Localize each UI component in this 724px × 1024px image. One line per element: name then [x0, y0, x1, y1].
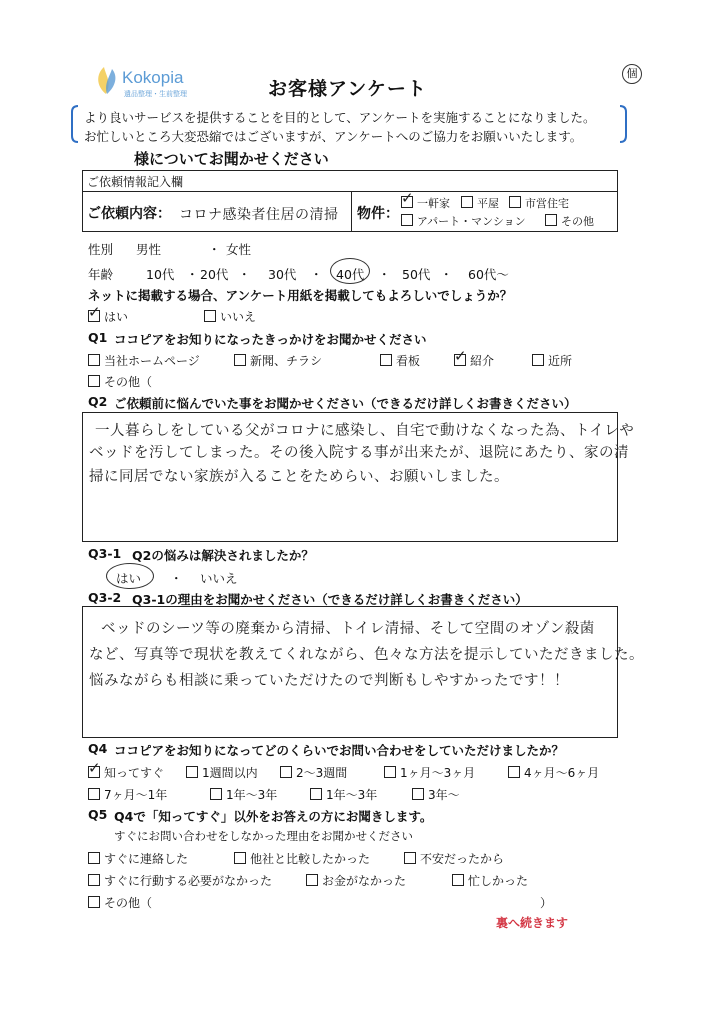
- checkbox-icon[interactable]: [454, 354, 466, 366]
- checkbox-icon[interactable]: [88, 375, 100, 387]
- request-value[interactable]: コロナ感染者住居の清掃: [179, 207, 339, 223]
- property-label: 物件：: [357, 206, 399, 222]
- q5-sub: すぐにお問い合わせをしなかった理由をお聞かせください: [114, 829, 413, 843]
- gender-sep: ・: [208, 242, 221, 257]
- checkbox-icon[interactable]: [88, 896, 100, 908]
- q1-num: Q1: [88, 330, 108, 345]
- q1-option-1[interactable]: 当社ホームページ: [88, 352, 200, 369]
- footer-note: 裏へ続きます: [496, 916, 569, 930]
- q4-option-3[interactable]: 2〜3週間: [280, 764, 347, 781]
- corner-mark: 個: [622, 64, 642, 84]
- q3-1-selected-circle: [106, 563, 154, 589]
- bleed-through: [80, 96, 86, 107]
- q4-option-7[interactable]: 1年〜3年: [210, 786, 277, 803]
- gender-female[interactable]: 女性: [226, 242, 252, 257]
- checkbox-icon[interactable]: [461, 196, 473, 208]
- q5-option-6[interactable]: 忙しかった: [452, 872, 528, 889]
- q3-2-answer-box[interactable]: [82, 606, 644, 738]
- info-box-label: ご依頼情報記入欄: [87, 175, 184, 189]
- q3-1-no[interactable]: いいえ: [200, 571, 238, 586]
- q4-option-6[interactable]: 7ヶ月〜1年: [88, 786, 167, 803]
- publish-no[interactable]: いいえ: [204, 308, 256, 325]
- section-heading: 様についてお聞かせください: [134, 150, 329, 168]
- checkbox-icon[interactable]: [509, 196, 521, 208]
- q1-option-2[interactable]: 新聞、チラシ: [234, 352, 322, 369]
- q2-num: Q2: [88, 394, 108, 409]
- q2-answer-line-1: 一人暮らしをしている父がコロナに感染し、自宅で動けなくなった為、トイレや: [95, 423, 635, 439]
- q5-option-4[interactable]: すぐに行動する必要がなかった: [88, 872, 272, 889]
- checkbox-icon[interactable]: [310, 788, 322, 800]
- q5-option-1[interactable]: すぐに連絡した: [88, 850, 188, 867]
- bracket-left-icon: [70, 104, 80, 144]
- checkbox-icon[interactable]: [210, 788, 222, 800]
- q1-option-5[interactable]: 近所: [532, 352, 572, 369]
- age-sep: ・: [440, 267, 453, 282]
- age-50[interactable]: 50代: [402, 267, 431, 282]
- q4-option-5[interactable]: 4ヶ月〜6ヶ月: [508, 764, 599, 781]
- request-label: ご依頼内容：: [87, 206, 171, 222]
- q3-2-num: Q3-2: [88, 590, 122, 605]
- q4-option-4[interactable]: 1ヶ月〜3ヶ月: [384, 764, 475, 781]
- checkbox-icon[interactable]: [306, 874, 318, 886]
- checkbox-icon[interactable]: [88, 788, 100, 800]
- checkbox-icon[interactable]: [532, 354, 544, 366]
- page-title: お客様アンケート: [268, 78, 427, 100]
- property-option-2[interactable]: 平屋: [461, 195, 499, 211]
- checkbox-icon[interactable]: [186, 766, 198, 778]
- q3-2-answer-line-1: ベッドのシーツ等の廃棄から清掃、トイレ清掃、そして空間のオゾン殺菌: [101, 621, 595, 637]
- age-label: 年齢: [88, 267, 114, 282]
- checkbox-icon[interactable]: [545, 214, 557, 226]
- age-60[interactable]: 60代〜: [468, 267, 509, 282]
- checkbox-icon[interactable]: [380, 354, 392, 366]
- age-sep: ・: [378, 267, 391, 282]
- q5-option-5[interactable]: お金がなかった: [306, 872, 406, 889]
- property-option-3[interactable]: 市営住宅: [509, 195, 569, 211]
- q2-answer-box[interactable]: [82, 412, 635, 542]
- checkbox-icon[interactable]: [401, 214, 413, 226]
- age-40[interactable]: 40代: [336, 267, 365, 282]
- checkbox-icon[interactable]: [88, 766, 100, 778]
- q5-option-2[interactable]: 他社と比較したかった: [234, 850, 370, 867]
- checkbox-icon[interactable]: [412, 788, 424, 800]
- q2-answer-line-3: 掃に同居でない家族が入ることをためらい、お願いしました。: [89, 469, 509, 485]
- q4-option-8[interactable]: 1年〜3年: [310, 786, 377, 803]
- checkbox-icon[interactable]: [204, 310, 216, 322]
- age-10[interactable]: 10代: [146, 267, 175, 282]
- checkbox-icon[interactable]: [234, 852, 246, 864]
- q1-question: ココピアをお知りになったきっかけをお聞かせください: [114, 332, 427, 347]
- checkbox-icon[interactable]: [88, 354, 100, 366]
- publish-question: ネットに掲載する場合、アンケート用紙を掲載してもよろしいでしょうか？: [88, 288, 513, 303]
- q2-question: ご依頼前に悩んでいた事をお聞かせください（できるだけ詳しくお書きください）: [114, 396, 577, 411]
- q4-option-1[interactable]: ✓知ってすぐ: [88, 764, 164, 781]
- checkbox-icon[interactable]: [384, 766, 396, 778]
- q3-2-question: Q3-1の理由をお聞かせください（できるだけ詳しくお書きください）: [132, 592, 528, 607]
- checkbox-icon[interactable]: [88, 310, 100, 322]
- q3-1-yes[interactable]: はい: [116, 571, 142, 586]
- q4-option-9[interactable]: 3年〜: [412, 786, 460, 803]
- age-30[interactable]: 30代: [268, 267, 297, 282]
- age-sep: ・: [310, 267, 323, 282]
- info-box: [82, 170, 618, 232]
- logo-leaf-icon: [92, 64, 122, 98]
- checkbox-icon[interactable]: [508, 766, 520, 778]
- q3-2-answer-line-3: 悩みながらも相談に乗っていただけたので判断もしやすかったです！！: [89, 673, 569, 689]
- publish-yes[interactable]: ✓はい: [88, 308, 128, 325]
- q5-num: Q5: [88, 807, 108, 822]
- q4-option-2[interactable]: 1週間以内: [186, 764, 258, 781]
- checkbox-icon[interactable]: [234, 354, 246, 366]
- q5-other[interactable]: その他（: [88, 894, 152, 911]
- q3-1-sep: ・: [170, 571, 183, 586]
- q1-option-6[interactable]: その他（: [88, 373, 152, 390]
- intro-line-1: より良いサービスを提供することを目的として、アンケートを実施することになりました。: [84, 110, 596, 125]
- q4-num: Q4: [88, 741, 108, 756]
- bracket-right-icon: [618, 104, 628, 144]
- q5-other-close: ）: [540, 896, 553, 910]
- q5-question: Q4で「知ってすぐ」以外をお答えの方にお聞きします。: [114, 809, 433, 824]
- gender-male[interactable]: 男性: [136, 242, 162, 257]
- logo-tagline: 遺品整理・生前整理: [124, 90, 187, 98]
- age-selected-circle: [330, 258, 370, 284]
- q4-question: ココピアをお知りになってどのくらいでお問い合わせをしていただけましたか？: [114, 743, 565, 758]
- property-option-4[interactable]: アパート・マンション: [401, 213, 526, 229]
- q2-answer-line-2: ベッドを汚してしまった。その後入院する事が出来たが、退院にあたり、家の清: [89, 445, 629, 461]
- checkbox-icon[interactable]: [401, 196, 413, 208]
- gender-label: 性別: [88, 242, 114, 257]
- checkbox-icon[interactable]: [280, 766, 292, 778]
- age-sep: ・: [186, 267, 199, 282]
- q3-1-num: Q3-1: [88, 546, 122, 561]
- q3-2-answer-line-2: など、写真等で現状を教えてくれながら、色々な方法を提示していただきました。: [89, 647, 644, 663]
- intro-line-2: お忙しいところ大変恐縮ではございますが、アンケートへのご協力をお願いいたします。: [84, 129, 583, 144]
- checkbox-icon[interactable]: [404, 852, 416, 864]
- logo-name: Kokopia: [122, 68, 184, 87]
- q5-option-3[interactable]: 不安だったから: [404, 850, 504, 867]
- age-20[interactable]: 20代: [200, 267, 229, 282]
- q1-option-4[interactable]: ✓ 紹介: [454, 352, 494, 369]
- q3-1-question: Q2の悩みは解決されましたか？: [132, 548, 314, 563]
- age-sep: ・: [238, 267, 251, 282]
- checkbox-icon[interactable]: [452, 874, 464, 886]
- property-option-5[interactable]: その他: [545, 213, 594, 229]
- property-option-1[interactable]: ✓一軒家: [401, 195, 450, 211]
- logo: [92, 64, 212, 106]
- checkbox-icon[interactable]: [88, 874, 100, 886]
- checkbox-icon[interactable]: [88, 852, 100, 864]
- q1-option-3[interactable]: 看板: [380, 352, 420, 369]
